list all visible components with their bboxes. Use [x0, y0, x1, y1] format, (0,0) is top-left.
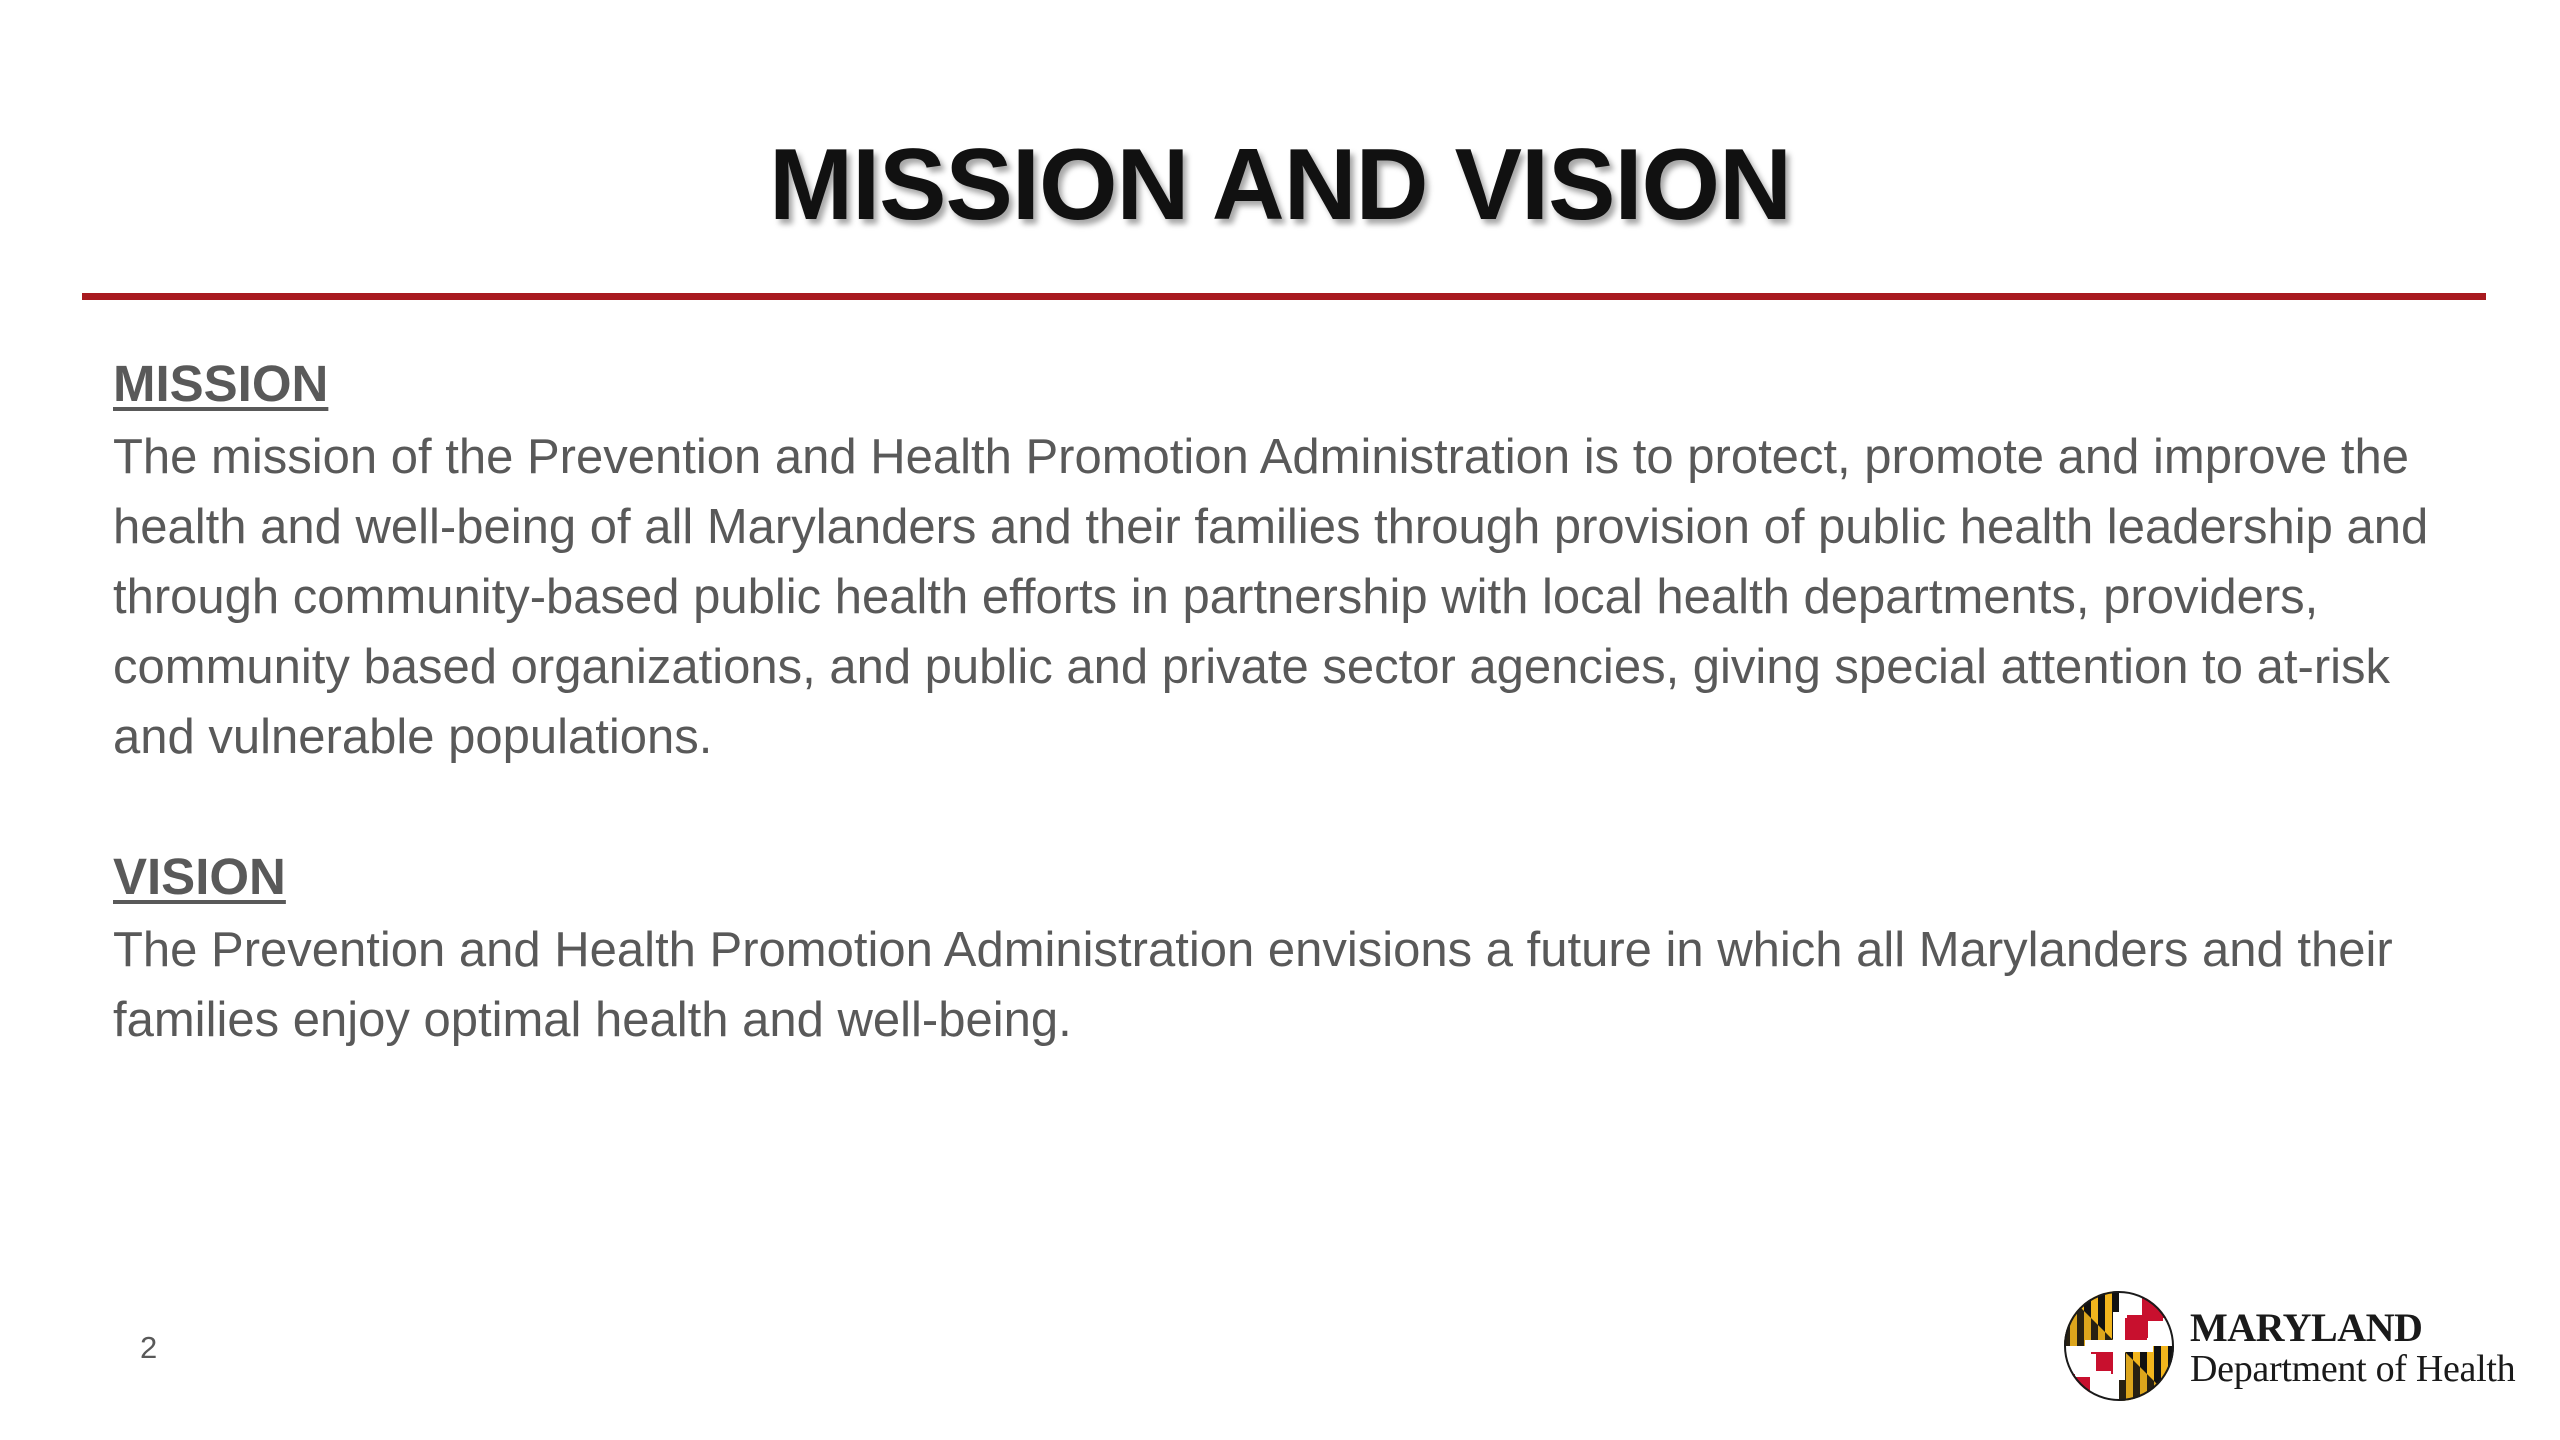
logo-line-department: Department of Health	[2190, 1348, 2516, 1390]
logo-line-maryland: MARYLAND	[2190, 1305, 2423, 1350]
page-number: 2	[140, 1330, 158, 1365]
vision-text: The Prevention and Health Promotion Administration envisions a future in which all Marylanders and their families enjoy optimal health and well-being.	[113, 922, 2393, 1047]
slide-title: MISSION AND VISION	[768, 129, 1792, 241]
maryland-department-of-health-logo	[2063, 1290, 2533, 1402]
vision-section	[113, 845, 2473, 1055]
mission-section	[113, 352, 2473, 772]
title-divider	[82, 293, 2486, 300]
logo-wordmark	[2190, 1305, 2516, 1390]
maryland-flag-seal-icon	[2063, 1290, 2175, 1402]
mission-heading: MISSION	[113, 355, 329, 412]
vision-heading: VISION	[113, 848, 286, 905]
mission-text: The mission of the Prevention and Health Promotion Administration is to protect, promote and improve the health and well-being of all Marylanders and their families through provision of public health leadership and through community-based public health efforts in partnership with local health departments, providers, community based organizations, and public and private sector agencies, giving special attention to at-risk and vulnerable populations.	[113, 429, 2429, 764]
